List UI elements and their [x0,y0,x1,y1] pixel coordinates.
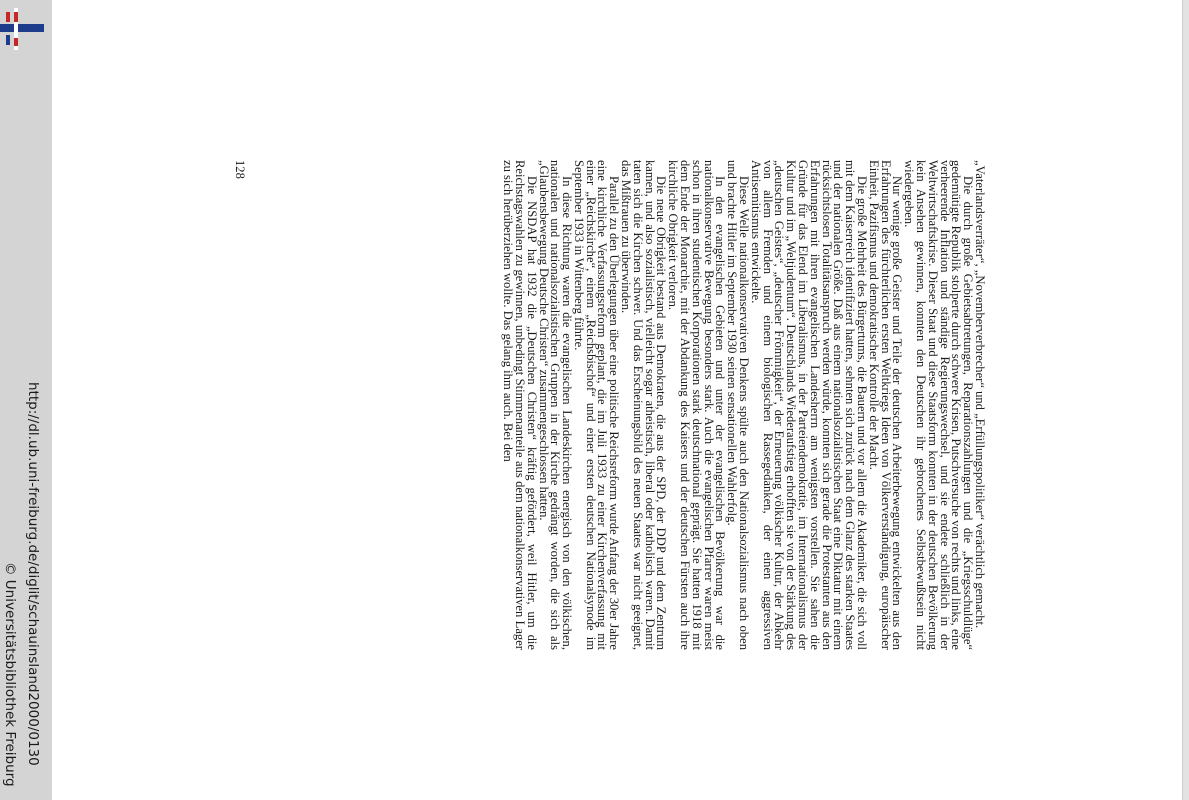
paragraph: Die neue Obrigkeit bestand aus Demokraten, die aus der SPD, der DDP und dem Zentrum kamen, und also sozialistisch, vielleicht sogar atheistisch, liberal oder katholisch waren. Damit taten sich die Kirchen schwer. Und das Erscheinungsbild des neuen Staates war nicht geeignet, das Mißtrauen zu überwinden. [619,160,669,650]
paragraph: In den evangelischen Gebieten und unter der evangelischen Bevölkerung war die nationalkonservative Bewegung besonders stark. Auch die evangelischen Pfarrer waren meist schon in ihren studentischen Korporationen stark deutschnational geprägt. Sie hatten 1918 mit dem Ende der Monarchie, mit der Abdankung des Kaisers und der deutschen Fürsten auch ihre kirchliche Obrigkeit verloren. [666,160,728,650]
paragraph: Nur wenige große Geister und Teile der deutschen Arbeiterbewegung entwickelten aus den Erfahrungen des fürchterlichen ersten Weltkriegs Ideen von Völkerverständigung, europäischer Einheit, Pazifismus und demokratischer Kontrolle der Macht. [866,160,905,650]
paragraph: „Vaterlandsverräter“, „Novemberverbrecher“ und „Erfüllungspolitiker“ verächtlich gemacht. [973,160,987,629]
document-url[interactable]: http://dl.ub.uni-freiburg.de/diglit/schauinsland2000/0130 [25,382,41,766]
paragraph: Diese Welle nationalkonservativen Denkens spülte auch den Nationalsozialismus nach oben und brachte Hitler im September 1930 seinen sensationellen Wahlerfolg. [725,160,752,650]
copyright-notice: © Universitätsbibliothek Freiburg [2,562,18,787]
ub-freiburg-logo-icon [0,8,44,50]
vertical-scrollbar[interactable] [1182,0,1189,800]
book-page [215,160,985,650]
page-body-text [245,160,985,650]
paragraph: Parallel zu den Überlegungen über eine politische Reichsreform wurde Anfang der 30er Jahre eine kirchliche Verfassungsreform geplant, die im Juli 1933 zu einer Kirchenverfassung mit einer „Reichskirche“, einem „Reichsbischof“ und einer ersten deutschen Nationalsynode im September 1933 in Wittenberg führte. [571,160,622,650]
paragraph: Die große Mehrheit des Bürgertums, die Bauern und vor allem die Akademiker, die sich voll mit dem Kaiserreich identifiziert hatten, sehnten sich zurück nach dem Glanz des starken Staates und der nationalen Größe. Daß aus einem nationalsozialistischen Staat eine Diktatur mit einem rücksichtslosen Totalitätsanspruch werden würde, konnten sich gerade die Protestanten aus den Erfahrungen mit ihren evangelischen Landesherrn am wenigsten vorstellen. Sie sahen die Gründe für das Elend im Liberalismus, in der Parteiendemokratie, im Internationalismus der Kultur und im „Weltjudentum“. Deutschlands Wiederaufstieg erhofften sie von der Stärkung des „deutschen Geistes“, „deutscher Frömmigkeit“, der Erneuerung völkischer Kultur, der Abkehr von allem Fremden und einem biologischen Rassegedanken, der einen aggressiven Antisemitismus entwickelte. [748,160,870,650]
paragraph: Die durch große Gebietsabtretungen, Reparationszahlungen und die „Kriegsschuldlüge“ gedemütigte Republik stolperte durch schwere Krisen, Putschversuche von rechts und links, eine verheerende Inflation und ständige Regierungswechsel, und sie endete schließlich in der Weltwirtschaftskrise. Dieser Staat und diese Staatsform konnten in der deutschen Bevölkerung kein Ansehen gewinnen, konnten den Deutschen ihr gebrochenes Selbstbewußtsein nicht wiedergeben. [902,160,976,650]
sidebar [0,0,52,800]
page-number: 128 [233,160,247,179]
paragraph: Die NSDAP hat 1932 die „Deutschen Christen“ kräftig gefördert, weil Hitler, um die Reichstagswahlen zu gewinnen, unbedingt Stimmenanteile aus dem nationalkonservativen Lager zu sich herüberziehen wollte. Das gelang ihm auch. Bei den [501,160,539,650]
paragraph: In diese Richtung waren die evangelischen Landeskirchen energisch von den völkischen, nationalen und nationalsozialistischen Gruppen in der Kirche gedrängt worden, die sich als „Glaubensbewegung Deutsche Christen“ zusammengeschlossen hatten. [536,160,575,650]
